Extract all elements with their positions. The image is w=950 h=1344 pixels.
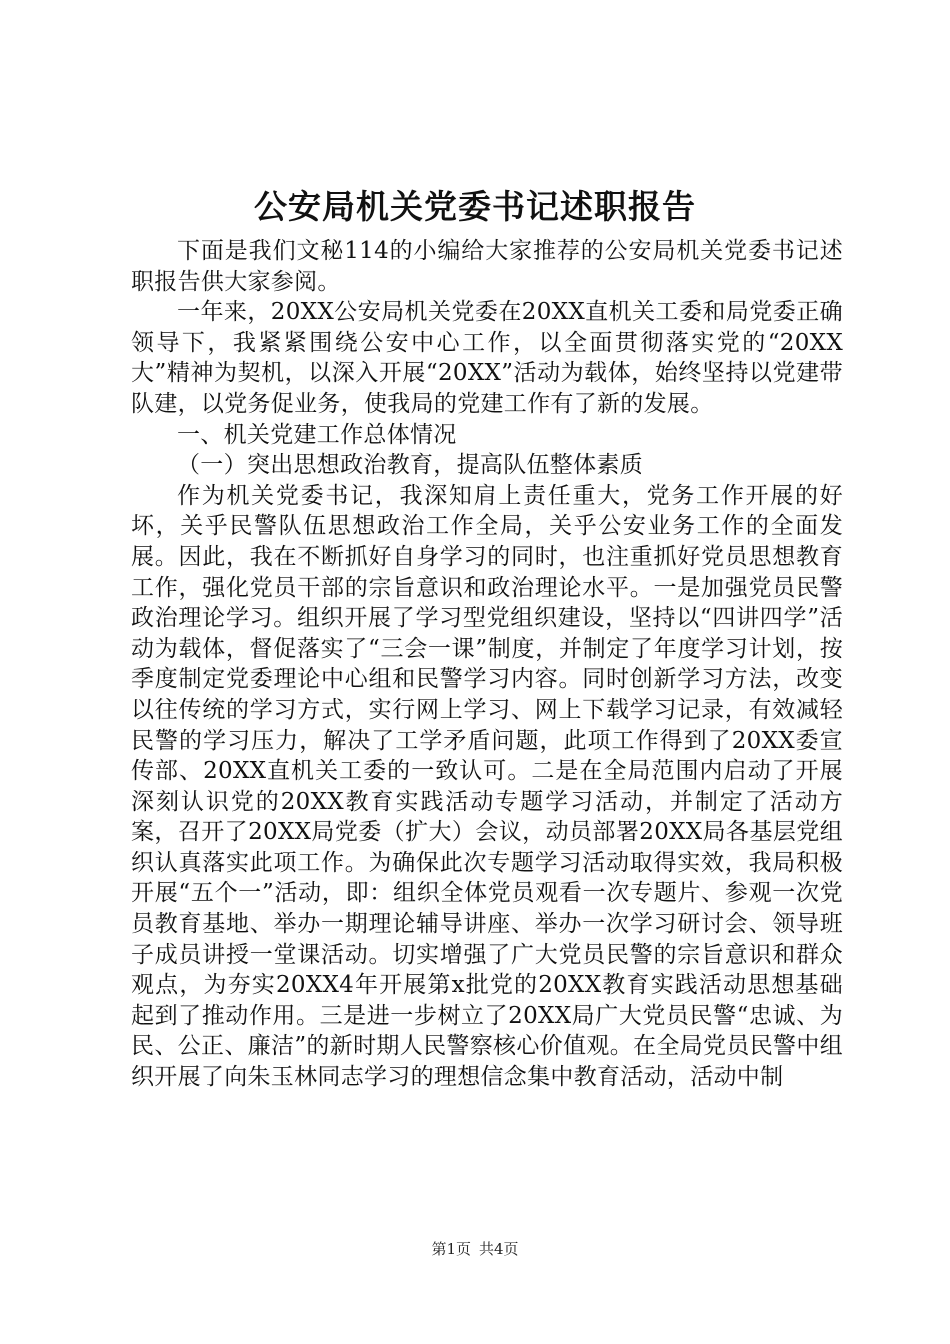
main-paragraph: 作为机关党委书记，我深知肩上责任重大，党务工作开展的好坏，关乎民警队伍思想政治工作全局，关乎公安业务工作的全面发展。因此，我在不断抓好自身学习的同时，也注重抓好党员思想教育工作，强化党员干部的宗旨意识和政治理论水平。一是加强党员民警政治理论学习。组织开展了学习型党组织建设，坚持以“四讲四学”活动为载体，督促落实了“三会一课”制度，并制定了年度学习计划，按季度制定党委理论中心组和民警学习内容。同时创新学习方法，改变以往传统的学习方式，实行网上学习、网上下载学习记录，有效减轻民警的学习压力，解决了工学矛盾问题，此项工作得到了20XX委宣传部、20XX直机关工委的一致认可。二是在全局范围内启动了开展深刻认识党的20XX教育实践活动专题学习活动，并制定了活动方案，召开了20XX局党委（扩大）会议，动员部署20XX局各基层党组织认真落实此项工作。为确保此次专题学习活动取得实效，我局积极开展“五个一”活动，即：组织全体党员观看一次专题片、参观一次党员教育基地、举办一期理论辅导讲座、举办一次学习研讨会、领导班子成员讲授一堂课活动。切实增强了广大党员民警的宗旨意识和群众观点，为夯实20XX4年开展第x批党的20XX教育实践活动思想基础起到了推动作用。三是进一步树立了20XX局广大党员民警“忠诚、为民、公正、廉洁”的新时期人民警察核心价值观。在全局党员民警中组织开展了向朱玉林同志学习的理想信念集中教育活动，活动中制: [131, 482, 843, 1091]
intro-paragraph: 下面是我们文秘114的小编给大家推荐的公安局机关党委书记述职报告供大家参阅。: [131, 238, 843, 295]
summary-paragraph: 一年来，20XX公安局机关党委在20XX直机关工委和局党委正确领导下，我紧紧围绕公安中心工作，以全面贯彻落实党的“20XX大”精神为契机，以深入开展“20XX”活动为载体，始终坚持以党建带队建，以党务促业务，使我局的党建工作有了新的发展。: [131, 299, 843, 417]
page-footer: [0, 1239, 950, 1259]
page-total: 共4页: [479, 1240, 519, 1258]
subsection-heading: （一）突出思想政治教育，提高队伍整体素质: [177, 452, 643, 479]
document-body: [131, 236, 843, 1093]
section-heading: 一、机关党建工作总体情况: [177, 421, 457, 448]
page-number: 第1页: [431, 1240, 471, 1258]
document-title: 公安局机关党委书记述职报告: [254, 187, 696, 226]
